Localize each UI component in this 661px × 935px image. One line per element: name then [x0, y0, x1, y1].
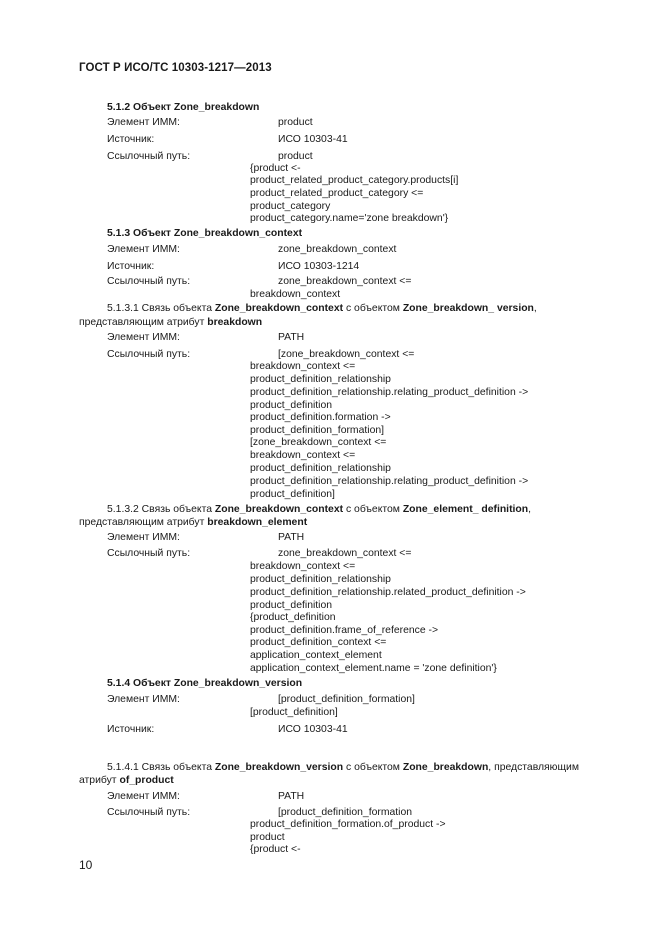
aim-element-label: Элемент ИММ:: [107, 117, 180, 128]
path-line: product_definition: [250, 400, 333, 411]
attribute-name: breakdown_element: [207, 517, 308, 528]
path-line: breakdown_context <=: [250, 361, 356, 372]
aim-element-label: Элемент ИММ:: [107, 244, 180, 255]
path-line: product_definition.frame_of_reference ->: [250, 625, 439, 636]
path-line: product_definition]: [250, 489, 335, 500]
relationship-intro: 5.1.3.2 Связь объекта Zone_breakdown_context с объектом Zone_element_ definition,: [107, 504, 532, 515]
path-line: [product_definition_formation: [278, 807, 413, 818]
path-line: product: [278, 151, 313, 162]
path-line: product_related_product_category <=: [250, 188, 424, 199]
source-label: Источник:: [107, 261, 155, 272]
entity-name: Zone_breakdown_version: [214, 762, 344, 773]
entity-name: Zone_breakdown: [402, 762, 489, 773]
path-line: application_context_element.name = 'zone definition'}: [250, 663, 497, 674]
reference-path-label: Ссылочный путь:: [107, 548, 191, 559]
source-label: Источник:: [107, 724, 155, 735]
path-line: zone_breakdown_context <=: [278, 276, 412, 287]
aim-element-value: [product_definition_formation]: [278, 694, 415, 705]
aim-element-value: product: [278, 117, 313, 128]
page-number: 10: [79, 858, 93, 872]
reference-path-label: Ссылочный путь:: [107, 349, 191, 360]
entity-name: Zone_element_ definition: [402, 504, 529, 515]
path-line: [zone_breakdown_context <=: [250, 437, 387, 448]
path-line: product_definition_relationship: [250, 374, 391, 385]
reference-path-label: Ссылочный путь:: [107, 276, 191, 287]
aim-element-label: Элемент ИММ:: [107, 791, 180, 802]
aim-element-label: Элемент ИММ:: [107, 694, 180, 705]
path-line: {product <-: [250, 163, 301, 174]
path-line: breakdown_context <=: [250, 450, 356, 461]
path-line: [zone_breakdown_context <=: [278, 349, 415, 360]
path-line: product: [250, 832, 285, 843]
path-line: {product <-: [250, 844, 301, 855]
path-line: product_definition_relationship.relating_product_definition ->: [250, 387, 529, 398]
entity-name: Zone_breakdown_context: [214, 303, 344, 314]
aim-element-value: zone_breakdown_context: [278, 244, 397, 255]
attribute-name: of_product: [119, 775, 174, 786]
entity-name: Zone_breakdown_context: [214, 504, 344, 515]
path-line: {product_definition: [250, 612, 336, 623]
aim-element-value: PATH: [278, 532, 305, 543]
relationship-intro: 5.1.3.1 Связь объекта Zone_breakdown_context с объектом Zone_breakdown_ version,: [107, 303, 537, 314]
source-value: ИСО 10303-1214: [278, 261, 360, 272]
aim-element-value: [product_definition]: [250, 707, 338, 718]
path-line: application_context_element: [250, 650, 382, 661]
path-line: product_definition_relationship.relating_product_definition ->: [250, 476, 529, 487]
entity-name: Zone_breakdown_ version: [402, 303, 534, 314]
path-line: product_definition_context <=: [250, 637, 387, 648]
section-heading: 5.1.4 Объект Zone_breakdown_version: [107, 678, 303, 689]
reference-path-label: Ссылочный путь:: [107, 807, 191, 818]
aim-element-label: Элемент ИММ:: [107, 532, 180, 543]
source-label: Источник:: [107, 134, 155, 145]
reference-path-label: Ссылочный путь:: [107, 151, 191, 162]
relationship-intro-cont: представляющим атрибут breakdown: [79, 317, 263, 328]
path-line: product_definition_formation.of_product ->: [250, 819, 446, 830]
path-line: product_category.name='zone breakdown'}: [250, 213, 449, 224]
relationship-intro-cont: представляющим атрибут breakdown_element: [79, 517, 308, 528]
path-line: product_definition_relationship.related_product_definition ->: [250, 587, 526, 598]
relationship-intro-cont: атрибут of_product: [79, 775, 174, 786]
path-line: product_related_product_category.products[i]: [250, 175, 459, 186]
path-line: product_definition: [250, 600, 333, 611]
aim-element-value: PATH: [278, 791, 305, 802]
source-value: ИСО 10303-41: [278, 134, 348, 145]
relationship-intro: 5.1.4.1 Связь объекта Zone_breakdown_version с объектом Zone_breakdown, представляющим: [107, 762, 579, 773]
path-line: product_definition_formation]: [250, 425, 385, 436]
path-line: product_definition_relationship: [250, 574, 391, 585]
page-header: ГОСТ Р ИСО/ТС 10303-1217—2013: [79, 62, 272, 74]
attribute-name: breakdown: [207, 317, 263, 328]
path-line: product_definition_relationship: [250, 463, 391, 474]
path-line: product_definition.formation ->: [250, 412, 391, 423]
section-heading: 5.1.2 Объект Zone_breakdown: [107, 102, 260, 113]
aim-element-value: PATH: [278, 332, 305, 343]
path-line: zone_breakdown_context <=: [278, 548, 412, 559]
path-line: breakdown_context <=: [250, 561, 356, 572]
path-line: product_category: [250, 201, 331, 212]
section-heading: 5.1.3 Объект Zone_breakdown_context: [107, 228, 303, 239]
source-value: ИСО 10303-41: [278, 724, 348, 735]
aim-element-label: Элемент ИММ:: [107, 332, 180, 343]
path-line: breakdown_context: [250, 289, 341, 300]
